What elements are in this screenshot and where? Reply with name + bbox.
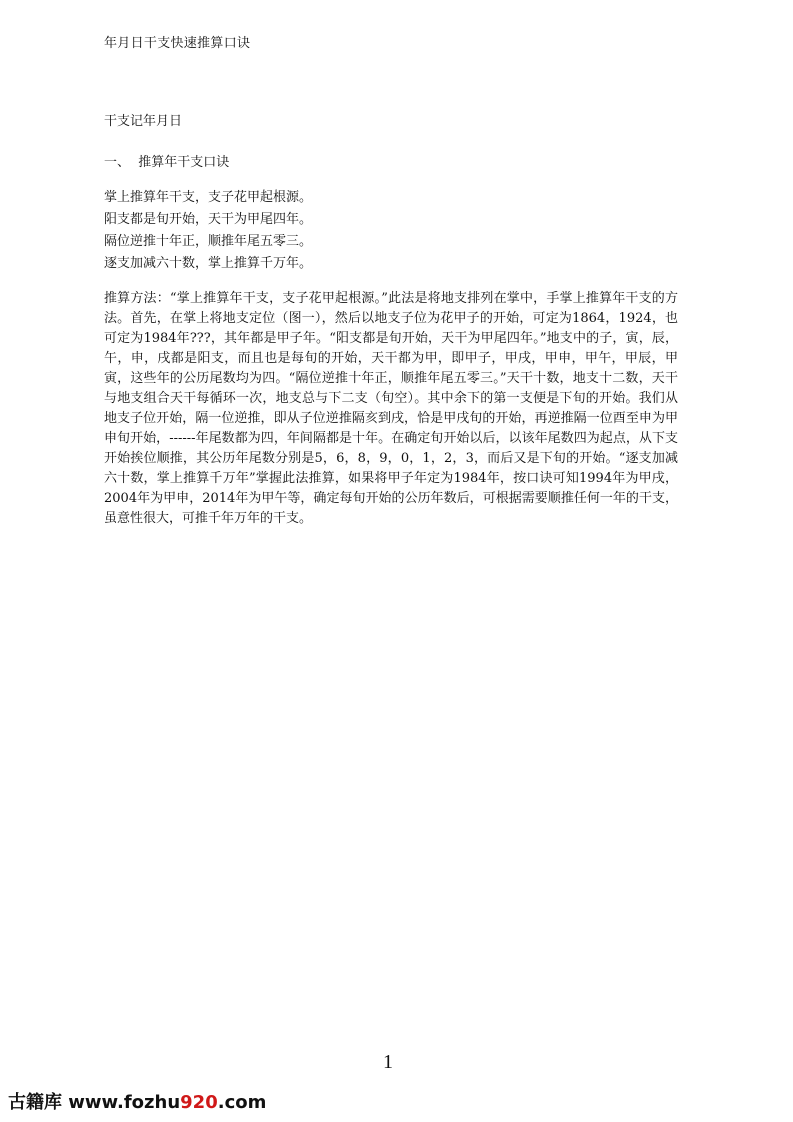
verse-line: 逐支加减六十数，掌上推算千万年。 [104,256,313,271]
verse-line: 隔位逆推十年正，顺推年尾五零三。 [104,234,313,249]
section-heading: 一、 推算年干支口诀 [104,155,230,170]
watermark-number: 920 [180,1092,218,1113]
running-header: 年月日干支快速推算口诀 [104,36,251,51]
watermark-suffix: .com [217,1092,267,1113]
verse-line: 掌上推算年干支，支子花甲起根源。 [104,190,313,205]
verse-line: 阳支都是旬开始，天干为甲尾四年。 [104,212,313,227]
explanation-paragraph: 推算方法：“掌上推算年干支，支子花甲起根源。”此法是将地支排列在掌中，手掌上推算年干支的方法。首先，在掌上将地支定位（图一），然后以地支子位为花甲子的开始，可定为1864，1924，也可定为1984年???，其年都是甲子年。“阳支都是旬开始，天干为甲尾四年。”地支中的子，寅，辰，午，申，戌都是阳支，而且也是每旬的开始，天干都为甲，即甲子，甲戌，甲申，甲午，甲辰，甲寅，这些年的公历尾数均为四。“隔位逆推十年正，顺推年尾五零三。”天干十数，地支十二数，天干与地支组合天干每循环一次，地支总与下二支（旬空）。其中余下的第一支便是下旬的开始。我们从地支子位开始，隔一位逆推，即从子位逆推隔亥到戌，恰是甲戌旬的开始，再逆推隔一位酉至申为甲申旬开始，------年尾数都为四，年间隔都是十年。在确定旬开始以后，以该年尾数四为起点，从下支开始挨位顺推，其公历年尾数分别是5，6，8，9，0，1，2，3，而后又是下旬的开始。“逐支加减六十数，掌上推算千万年”掌握此法推算，如果将甲子年定为1984年，按口诀可知1994年为甲戌，2004年为甲申，2014年为甲午等，确定每旬开始的公历年数后，可根据需要顺推任何一年的干支，虽意性很大，可推千年万年的干支。 [104,291,678,526]
mnemonic-verse [104,187,312,275]
site-watermark [8,1088,266,1114]
watermark-prefix: 古籍库 www.fozhu [8,1092,181,1113]
page-number: 1 [383,1051,393,1073]
document-title: 干支记年月日 [104,114,183,129]
